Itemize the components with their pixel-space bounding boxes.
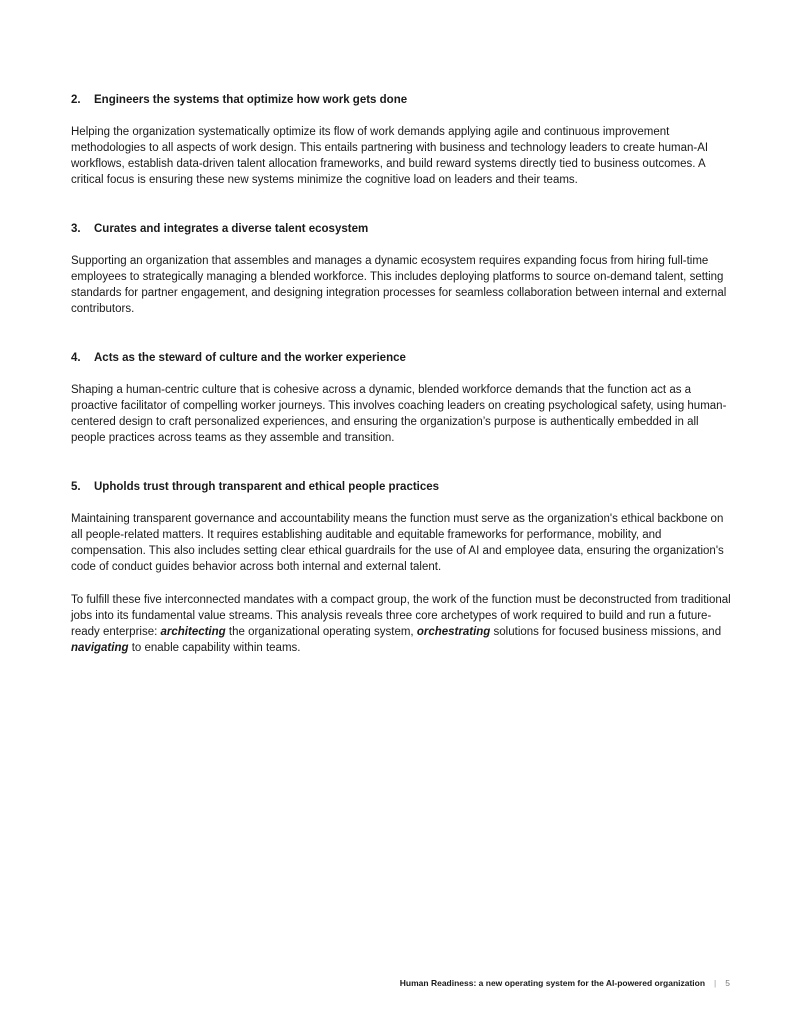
section-number: 5. (71, 481, 81, 493)
section-paragraph: Supporting an organization that assembles and manages a dynamic ecosystem requires expanding focus from hiring full-time employees to strategically managing a blended workforce. This includes deploying platforms to source on-demand talent, setting standards for partner engagement, and designing integration processes for seamless collaboration between internal and external contributors. (71, 255, 727, 315)
section-4 (71, 350, 731, 446)
section-heading (71, 350, 731, 366)
footer-separator: | (714, 978, 717, 988)
closing-text: to enable capability within teams. (128, 642, 301, 654)
section-title: Upholds trust through transparent and ethical people practices (94, 481, 440, 493)
document-body (71, 92, 731, 656)
closing-paragraph (71, 592, 731, 656)
section-number: 4. (71, 352, 81, 364)
section-5 (71, 479, 731, 575)
page-footer (400, 978, 730, 988)
footer-title: Human Readiness: a new operating system for the AI-powered organization (399, 978, 706, 988)
section-3 (71, 221, 731, 317)
emphasis-navigating: navigating (71, 642, 129, 654)
section-number: 2. (71, 94, 81, 106)
page-number: 5 (725, 978, 730, 988)
emphasis-orchestrating: orchestrating (416, 626, 491, 638)
section-heading (71, 221, 731, 237)
section-paragraph: Helping the organization systematically optimize its flow of work demands applying agile and continuous improvement methodologies to all aspects of work design. This entails partnering with business and technology leaders to create human-AI workflows, establish data-driven talent allocation frameworks, and build reward systems directly tied to business outcomes. A critical focus is ensuring these new systems minimize the cognitive load on leaders and their teams. (71, 126, 709, 186)
closing-text: To fulfill these five interconnected mandates with a compact group, the work of the function must be deconstructed from traditional jobs into its fundamental value streams. This analysis reveals three core archetypes of work required to build and run a future-ready enterprise: (71, 594, 731, 638)
closing-text: the organizational operating system, (225, 626, 417, 638)
section-2 (71, 92, 731, 188)
section-paragraph: Shaping a human-centric culture that is cohesive across a dynamic, blended workforce demands that the function act as a proactive facilitator of compelling worker journeys. This involves coaching leaders on creating psychological safety, using human-centered design to craft personalized experiences, and ensuring the organization’s purpose is authentically embedded in all people practices across teams as they assemble and transition. (71, 384, 727, 444)
emphasis-architecting: architecting (160, 626, 226, 638)
section-paragraph: Maintaining transparent governance and accountability means the function must serve as the organization's ethical backbone on all people-related matters. It requires establishing auditable and equitable frameworks for performance, mobility, and compensation. This also includes setting clear ethical guardrails for the use of AI and employee data, ensuring the organization's code of conduct guides behavior across both internal and external talent. (71, 513, 724, 573)
section-title: Curates and integrates a diverse talent ecosystem (94, 223, 369, 235)
section-heading (71, 92, 731, 108)
section-title: Engineers the systems that optimize how work gets done (94, 94, 408, 106)
section-heading (71, 479, 731, 495)
section-title: Acts as the steward of culture and the worker experience (94, 352, 406, 364)
section-number: 3. (71, 223, 81, 235)
closing-text: solutions for focused business missions, and (490, 626, 722, 638)
